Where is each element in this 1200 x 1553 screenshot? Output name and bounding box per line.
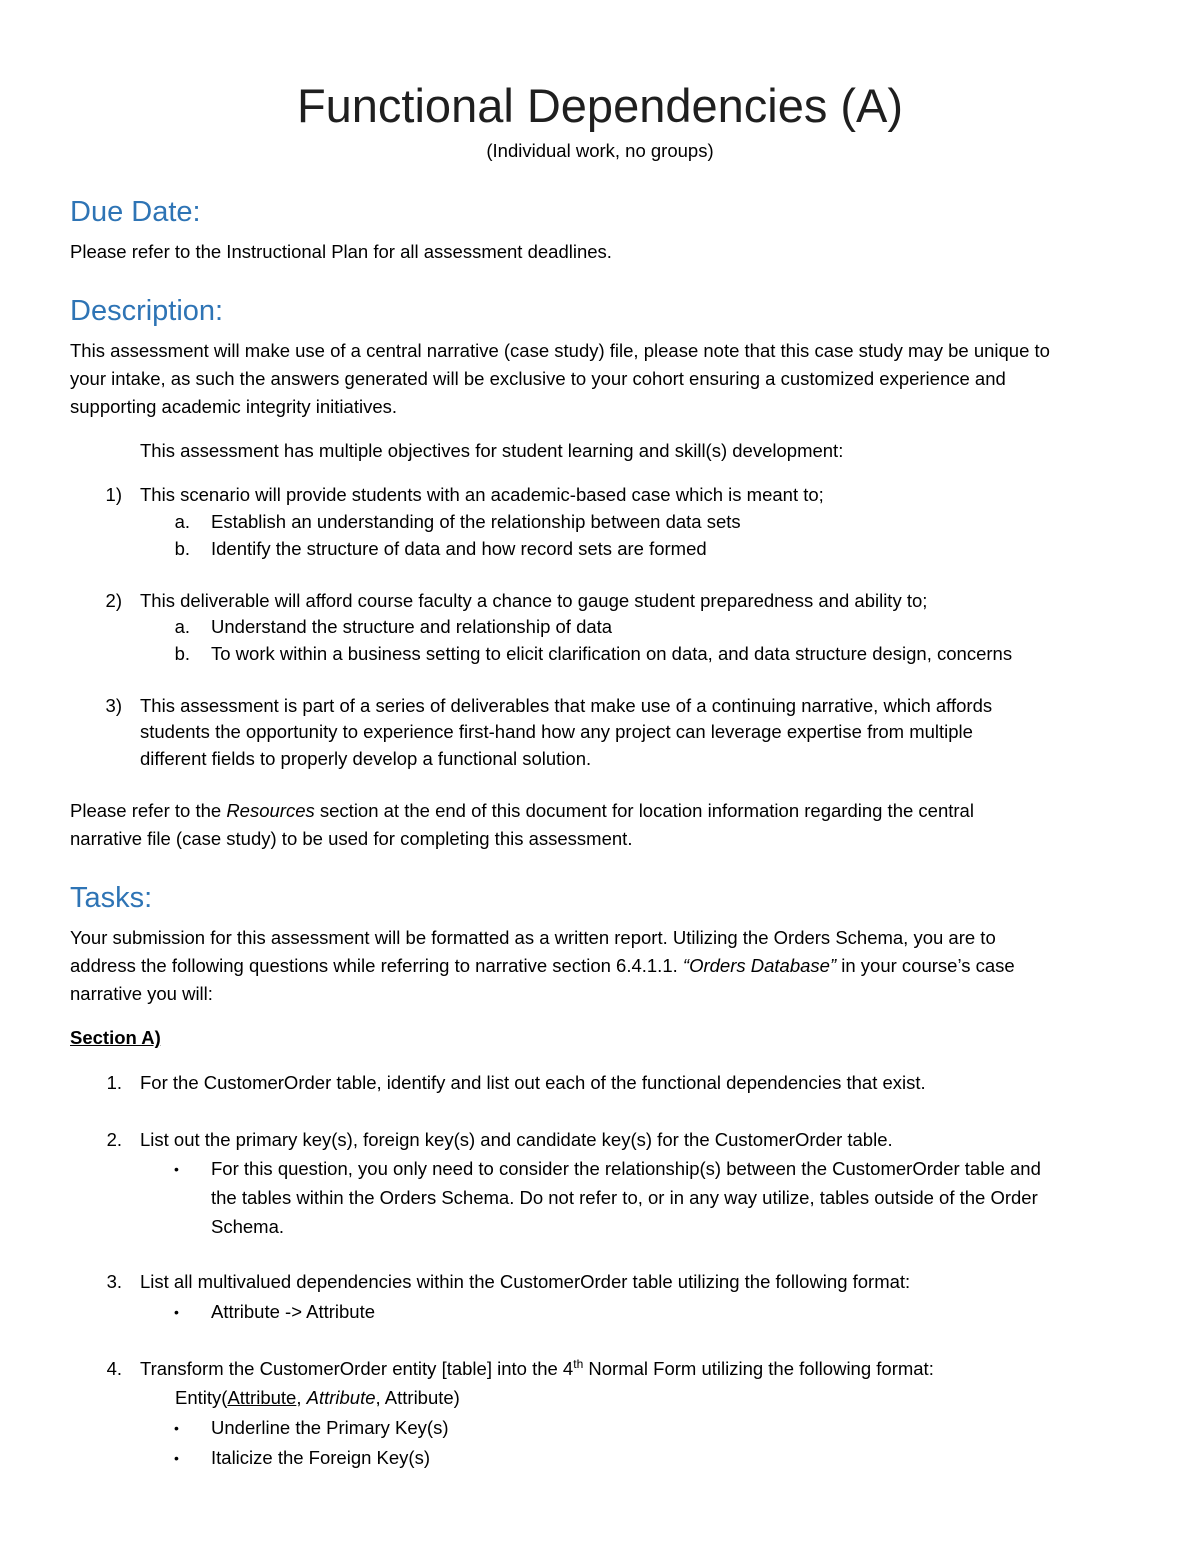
description-line: your intake, as such the answers generated will be exclusive to your cohort ensuring a customized experience and bbox=[70, 368, 1006, 389]
due-date-heading: Due Date: bbox=[70, 196, 201, 228]
resources-emphasis: Resources bbox=[226, 800, 315, 821]
question-text: List out the primary key(s), foreign key(s) and candidate key(s) for the CustomerOrder table. bbox=[140, 1129, 893, 1150]
section-a-label: Section A) bbox=[70, 1027, 161, 1048]
objective-sub-letter: a. bbox=[174, 511, 190, 532]
bullet-icon: • bbox=[174, 1450, 179, 1466]
primary-key-example: Attribute bbox=[227, 1387, 297, 1408]
objective-sub-text: Establish an understanding of the relationship between data sets bbox=[211, 511, 741, 532]
objectives-intro: This assessment has multiple objectives for student learning and skill(s) development: bbox=[140, 440, 844, 461]
objective-text: students the opportunity to experience first-hand how any project can leverage expertise from multiple bbox=[140, 721, 973, 742]
objective-text: different fields to properly develop a functional solution. bbox=[140, 748, 592, 769]
question-number: 1. bbox=[106, 1072, 122, 1093]
objective-sub-letter: a. bbox=[174, 616, 190, 637]
objective-sub-letter: b. bbox=[174, 538, 190, 559]
question-number: 3. bbox=[106, 1271, 122, 1292]
objective-sub-text: Understand the structure and relationship of data bbox=[211, 616, 613, 637]
objective-text: This scenario will provide students with an academic-based case which is meant to; bbox=[140, 484, 824, 505]
objective-number: 2) bbox=[105, 590, 122, 611]
resources-note: Please refer to the Resources section at the end of this document for location information regarding the central bbox=[70, 800, 974, 821]
objective-text: This assessment is part of a series of deliverables that make use of a continuing narrative, which affords bbox=[140, 695, 993, 716]
objective-number: 3) bbox=[105, 695, 122, 716]
bullet-text: the tables within the Orders Schema. Do not refer to, or in any way utilize, tables outside of the Order bbox=[211, 1187, 1038, 1208]
bullet-text: Underline the Primary Key(s) bbox=[211, 1417, 449, 1438]
tasks-intro-line: narrative you will: bbox=[70, 983, 213, 1004]
objective-sub-text: To work within a business setting to elicit clarification on data, and data structure design, concerns bbox=[211, 643, 1013, 664]
bullet-text: For this question, you only need to consider the relationship(s) between the CustomerOrder table and bbox=[211, 1158, 1041, 1179]
bullet-text: Attribute -> Attribute bbox=[211, 1301, 376, 1322]
document-subtitle: (Individual work, no groups) bbox=[486, 140, 714, 161]
orders-database-ref: “Orders Database” bbox=[682, 955, 837, 976]
question-text: For the CustomerOrder table, identify and list out each of the functional dependencies that exist. bbox=[140, 1072, 926, 1093]
tasks-heading: Tasks: bbox=[70, 882, 153, 914]
description-heading: Description: bbox=[70, 295, 224, 327]
entity-format-example: Entity(Attribute, Attribute, Attribute) bbox=[175, 1387, 460, 1408]
description-line: supporting academic integrity initiatives. bbox=[70, 396, 397, 417]
question-number: 4. bbox=[106, 1358, 122, 1379]
description-line: This assessment will make use of a central narrative (case study) file, please note that this case study may be unique to bbox=[70, 340, 1050, 361]
bullet-icon: • bbox=[174, 1304, 179, 1320]
due-date-text: Please refer to the Instructional Plan for all assessment deadlines. bbox=[70, 241, 612, 262]
bullet-text: Schema. bbox=[211, 1216, 285, 1237]
objective-sub-letter: b. bbox=[174, 643, 190, 664]
question-number: 2. bbox=[106, 1129, 122, 1150]
bullet-icon: • bbox=[174, 1161, 179, 1177]
tasks-intro-line: Your submission for this assessment will be formatted as a written report. Utilizing the Orders Schema, you are to bbox=[70, 927, 996, 948]
tasks-intro-line: address the following questions while referring to narrative section 6.4.1.1. “Orders Database” in your course’s case bbox=[70, 955, 1015, 976]
question-text: List all multivalued dependencies within the CustomerOrder table utilizing the following format: bbox=[140, 1271, 911, 1292]
objective-number: 1) bbox=[105, 484, 122, 505]
foreign-key-example: Attribute bbox=[306, 1387, 376, 1408]
bullet-icon: • bbox=[174, 1420, 179, 1436]
objective-sub-text: Identify the structure of data and how record sets are formed bbox=[211, 538, 707, 559]
question-text: Transform the CustomerOrder entity [table] into the 4th Normal Form utilizing the following format: bbox=[140, 1356, 934, 1379]
resources-note: narrative file (case study) to be used for completing this assessment. bbox=[70, 828, 633, 849]
document-title: Functional Dependencies (A) bbox=[296, 79, 904, 132]
objective-text: This deliverable will afford course faculty a chance to gauge student preparedness and ability to; bbox=[140, 590, 928, 611]
bullet-text: Italicize the Foreign Key(s) bbox=[211, 1447, 431, 1468]
